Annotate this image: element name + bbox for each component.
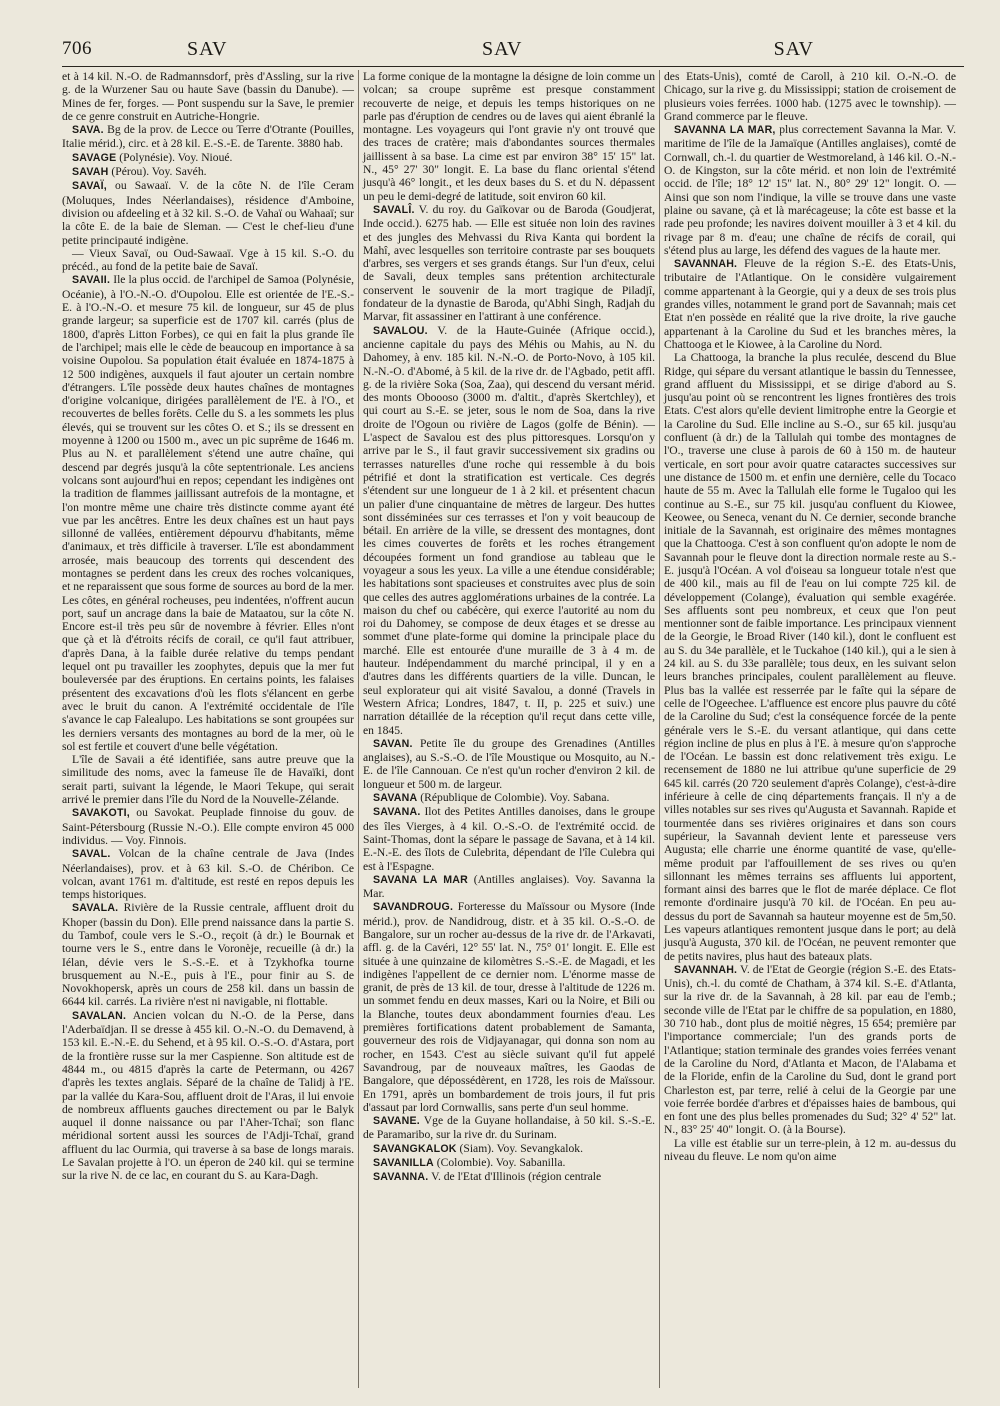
dictionary-entry bbox=[62, 165, 354, 179]
entry-headword: SAVANNA. bbox=[373, 1171, 429, 1184]
entry-text: (Pérou). Voy. Savéh. bbox=[111, 165, 207, 179]
entry-text: Ile la plus occid. de l'archipel de Samoa (Polynésie, Océanie), à l'O.-N.-O. d'Oupolou. Elle est orientée de l'E.-S.-E. à l'O.-N.-O. et mesure 75 kil. de longueur, sur 45 de plus grande largeur; sa superficie est de 1707 kil. carrés (plus de 1800, d'après Litton Forbes), ce qui en fait la plus grande île de l'archipel; mais elle le cède de beaucoup en importance à sa voisine Oupolou. Sa population était évaluée en 1874-1875 à 12 500 indigènes, auxquels il faut ajouter un certain nombre d'étrangers. L'île possède deux hautes chaînes de montagnes d'origine volcanique, dirigées parallèlement de l'E. à l'O., et recouvertes de belles forêts. Celle du S. a les sommets les plus élevés, qui se trouvent sur les côtes O. et S.; ils se dressent en moyenne à 1200 ou 1500 m., avec un pic suprême de 1646 m. Plus au N. et parallèlement s'étend une autre chaîne, qui descend par degrés jusqu'à la côte septentrionale. Les anciens volcans sont aujourd'hui en repos; cependant les indigènes ont la tradition de flammes jaillissant autrefois de la montagne, et l'on montre même une chaire très distincte comme ayant été vue par les ancêtres. Entre les deux chaînes est un haut pays sillonné de vallées, entièrement dépourvu d'habitants, même d'animaux, et très difficile à traverser. L'île est abondamment arrosée, mais beaucoup des torrents qui descendent des montagnes se perdent dans les creux des roches volcaniques, et ne reparaissent que sous forme de sources au bord de la mer. Les côtes, en général rocheuses, peu indentées, n'offrent aucun port, sauf un ancrage dans la baie de Mataatou, sur la côte N. Encore est-il très peu sûr de novembre à février. Elles n'ont que çà et là d'étroits récifs de corail, ce qu'il faut attribuer, d'après Dana, à la faible durée relative du temps pendant lequel ont pu travailler les zoophytes, depuis que la mer fut bouleversée par des éruptions. En certains points, les falaises présentent des excavations d'où les flots s'élancent en gerbe avec le bruit du canon. A l'extrémité occidentale de l'île s'avance le cap Falealupo. Les habitations se sont groupées sur les derniers versants des montagnes au bord de la mer, où le sol est fertile et couvert d'une belle végétation. bbox=[62, 273, 354, 753]
entry-headword: SAVAL. bbox=[72, 848, 111, 861]
entry-text: (Antilles anglaises). Voy. Savanna la Mar. bbox=[363, 872, 655, 901]
entry-headword: SAVANA. bbox=[373, 806, 421, 819]
entry-text: Forteresse du Maïssour ou Mysore (Inde mérid.), prov. de Nandidroug, distr. et à 35 kil. O.-S.-O. de Bangalore, sur un rocher au-dessus de la rive dr. de l'Arkavati, affl. g. de la Cavéri, 12° 55' lat. N., 75° 01' longit. E. Elle est située à une quinzaine de kilomètres S.-S.-E. de Magadi, et les indigènes l'appellent de ce dernier nom. L'énorme masse de granit, de près de 13 kil. de tour, dresse à l'altitude de 1226 m. un sommet fendu en deux masses, Kari ou la Noire, et Bili ou la Blanche, toutes deux abondamment fournies d'eau. Les premières fortifications datent probablement de Samanta, gouverneur des rois de Vidjayanagar, qui donna son nom au rocher, en 1543. C'est au siècle suivant qu'il fut appelé Savandroug, par de nouveaux maîtres, les Gaodas de Bangalore, que dépossédèrent, en 1728, les rois de Maïssour. En 1791, après un bombardement de trois jours, il fut pris d'assaut par lord Cornwallis, sans perte d'un seul homme. bbox=[363, 900, 655, 1114]
dictionary-entry bbox=[62, 179, 354, 246]
entry-text: La ville est établie sur un terre-plein, à 12 m. au-dessus du niveau du fleuve. Le nom qu'on aime bbox=[664, 1136, 956, 1164]
entry-headword: SAVANILLA bbox=[373, 1157, 434, 1170]
entry-headword: SAVALA. bbox=[72, 902, 119, 915]
dictionary-entry bbox=[62, 70, 354, 123]
dictionary-entry bbox=[62, 1009, 354, 1183]
dictionary-entry bbox=[62, 247, 354, 274]
entry-headword: SAVAII. bbox=[72, 274, 111, 287]
entry-text: ou Sawaaï. V. de la côte N. de l'île Ceram (Moluques, Indes Néerlandaises), résidence d'Amboine, division ou afdeeling et à 32 kil. S.-O. de Vahaï ou Wahaaï; sur la côte E. de la baie de Sleman. — C'est le chef-lieu d'une petite principauté indigène. bbox=[62, 179, 354, 247]
entry-text: ou Savokat. Peuplade finnoise du gouv. de Saint-Pétersbourg (Russie N.-O.). Elle compte environ 45 000 individus. — Voy. Finnois. bbox=[62, 806, 354, 847]
dictionary-entry bbox=[664, 70, 956, 123]
dictionary-entry bbox=[664, 351, 956, 963]
column-middle bbox=[358, 70, 659, 1388]
dictionary-entry bbox=[363, 1142, 655, 1156]
dictionary-entry bbox=[62, 151, 354, 165]
entry-text: V. de la Haute-Guinée (Afrique occid.), ancienne capitale du pays des Méhis ou Mahis, au N. du Dahomey, à env. 185 kil. N.-N.-O. de Porto-Novo, à 105 kil. N.-N.-O. d'Abomé, à 5 kil. de la rive dr. de l'Agbado, petit affl. g. de la rivière Soka (Soa, Zaa), qui descend du versant mérid. des monts Oboooso (3000 m. d'altit., d'après Skertchley), et qui court au S.-E. se jeter, sous le nom de Soa, dans la rive droite de l'Ogoun ou rivière de Lagos (golfe de Bénin). — L'aspect de Savalou est des plus pittoresques. Lorsqu'on y arrive par le S., il faut gravir successivement six gradins ou terrasses naturelles d'une roche qui ressemble à du bois pétrifié et dont la stratification est verticale. Ces degrés s'étendent sur une longueur de 1 à 2 kil. et présentent chacun un palier d'une cinquantaine de mètres de largeur. Des huttes sont disséminées sur ces terrasses et l'on y voit beaucoup de bétail. En arrière de la ville, se dressent des montagnes, dont les cimes couvertes de forêts et les roches étrangement découpées forment un fond grandiose au tableau que le voyageur a sous les yeux. La ville a une étendue considérable; les habitations sont spacieuses et construites avec plus de soin que celles des autres agglomérations urbaines de la contrée. La maison du chef ou cabécère, qui exerce l'autorité au nom du roi du Dahomey, se compose de deux étages et se dresse au sommet d'une plate-forme qui domine la principale place du marché. Elle est entourée d'une muraille de 3 à 4 m. de hauteur. Indépendamment du marché principal, il y en a d'autres dans les différents quartiers de la ville. Duncan, le seul explorateur qui ait visité Savalou, a donné (Travels in Western Africa; Londres, 1847, t. II, p. 225 et suiv.) une narration détaillée de la réception qu'il reçut dans cette ville, en 1845. bbox=[363, 323, 655, 737]
page-header bbox=[62, 38, 964, 66]
entry-text: V. de l'Etat de Georgie (région S.-E. des Etats-Unis), ch.-l. du comté de Chatham, à 374 kil. S.-E. d'Atlanta, sur la rive dr. de la Savannah, à 28 kil. par eau de l'emb.; seconde ville de l'Etat par le chiffre de sa population, en 1880, 30 710 hab., dont plus de moitié nègres, 15 654; première par l'importance commerciale; l'un des grands ports de l'Atlantique; station terminale des grandes voies ferrées venant de la Caroline du Nord, d'Atlanta et Macon, de l'Alabama et de la Floride, enfin de la Caroline du Sud, dont le grand port Charleston est, par terre, relié à celui de la Georgie par une voie ferrée bordée d'arbres et d'épaisses haies de bambous, qui en font une des plus belles promenades du Sud; 32° 4' 52" lat. N., 83° 25' 40" longit. O. (à la Bourse). bbox=[664, 962, 956, 1137]
column-right bbox=[659, 70, 960, 1388]
dictionary-entry bbox=[363, 1156, 655, 1170]
dictionary-entry bbox=[363, 324, 655, 737]
dictionary-entry bbox=[62, 806, 354, 847]
entry-headword: SAVAGE bbox=[72, 151, 117, 164]
entry-text: (Colombie). Voy. Sabanilla. bbox=[436, 1156, 566, 1170]
entry-text: (Polynésie). Voy. Nioué. bbox=[119, 150, 233, 164]
entry-text: Rivière de la Russie centrale, affluent droit du Khoper (bassin du Don). Elle prend naissance dans la partie S. du Tambof, coule vers le S.-O., reçoit (à dr.) le Bournak et tourne vers le S., entre dans le Voronèje, recueille (à dr.) la Iélan, dévie vers le S.-S.-E. et à Tzykhofka tourne brusquement au N.-E., puis à l'E., pour finir au S. de Novokhopersk, après un cours de 258 kil. dans un bassin de 6644 kil. carrés. La rivière n'est ni navigable, ni flottable. bbox=[62, 901, 354, 1009]
entry-text: et à 14 kil. N.-O. de Radmannsdorf, près d'Assling, sur la rive g. de la Wurzener Sau ou haute Save (bassin du Danube). — Mines de fer, forges. — Pont suspendu sur la Save, le premier de ce genre construit en Autriche-Hongrie. bbox=[62, 70, 354, 123]
entry-headword: SAVANGKALOK bbox=[373, 1142, 457, 1155]
running-head-left: SAV bbox=[187, 38, 228, 60]
entry-text: Petite île du groupe des Grenadines (Antilles anglaises), au S.-S.-O. de l'île Moustique ou Mosquito, au N.-E. de l'île Cannouan. Ce n'est qu'un rocher d'environ 2 kil. de longueur et 500 m. de largeur. bbox=[363, 736, 655, 791]
entry-headword: SAVAKOTI, bbox=[72, 807, 130, 820]
dictionary-columns bbox=[62, 70, 964, 1388]
entry-headword: SAVA. bbox=[72, 124, 104, 137]
dictionary-entry bbox=[62, 753, 354, 806]
entry-headword: SAVALOU. bbox=[373, 324, 428, 337]
entry-headword: SAVANA bbox=[373, 792, 418, 805]
entry-text: L'île de Savaii a été identifiée, sans autre preuve que la similitude des noms, avec la fameuse île de Havaïki, dont serait parti, suivant la légende, le Maori Tekupe, qui serait arrivé le premier dans l'île du Nord de la Nouvelle-Zélande. bbox=[62, 753, 354, 807]
entry-text: Ancien volcan du N.-O. de la Perse, dans l'Aderbaïdjan. Il se dresse à 455 kil. O.-N.-O. du Demavend, à 153 kil. E.-N.-E. du Sehend, et à 95 kil. O.-S.-O. d'Astara, port de la frontière russe sur la mer Caspienne. Son altitude est de 4844 m., ou 4815 d'après la carte de Petermann, ou 4267 d'après les textes anglais. Séparé de la chaîne de Talidj à l'E. par la vallée du Kara-Sou, affluent droit de l'Aras, il lui envoie de nombreux affluents gauches directement ou par le Balyk auquel il donne naissance ou par l'Aher-Tchaï; son flanc méridional sortent aussi les sources de l'Adji-Tchaï, grand affluent du lac Ourmia, qui traverse à sa base de longs marais. Le Savalan projette à l'O. un éperon de 240 kil. qui se termine sur la rive N. de ce lac, en courant du S. au Kara-Dagh. bbox=[62, 1008, 354, 1183]
dictionary-entry bbox=[363, 70, 655, 203]
entry-headword: SAVAÏ, bbox=[72, 180, 107, 193]
entry-text: des Etats-Unis), comté de Caroll, à 210 kil. O.-N.-O. de Chicago, sur la rive g. du Mississippi; station de croisement de plusieurs voies ferrées. 1000 hab. (1275 avec le township). — Grand commerce par le fleuve. bbox=[664, 70, 956, 123]
dictionary-entry bbox=[363, 873, 655, 901]
entry-text: Bg de la prov. de Lecce ou Terre d'Otrante (Pouilles, Italie mérid.), circ. et à 28 kil. E.-S.-E. de Tarente. 3880 hab. bbox=[62, 123, 354, 151]
entry-text: Volcan de la chaîne centrale de Java (Indes Néerlandaises), prov. et à 63 kil. S.-O. de Chéribon. Ce volcan, avant 1761 m. d'altitude, est resté en repos depuis les temps historiques. bbox=[62, 847, 354, 902]
entry-text: Fleuve de la région S.-E. des Etats-Unis, tributaire de l'Atlantique. On le considère vulgairement comme appartenant à la Georgie, qui y a deux de ses trois plus grandes villes, notamment le grand port de Savannah; mais cet Etat n'en possède en réalité que la rive droite, la rive gauche appartenant à la Caroline du Sud et les branches mères, la Chattooga et le Kiowee, à la Caroline du Nord. bbox=[664, 257, 957, 351]
dictionary-entry bbox=[664, 963, 956, 1137]
dictionary-entry bbox=[363, 1170, 655, 1184]
entry-text: Ilot des Petites Antilles danoises, dans le groupe des îles Vierges, à 4 kil. O.-S.-O. de l'extrémité occid. de Saint-Thomas, dont la sépare le passage de Savana, et à 14 kil. E.-N.-E. des îlots de Culebrita, dépendant de l'île Culebra qui est à l'Espagne. bbox=[363, 805, 656, 873]
entry-headword: SAVANDROUG. bbox=[373, 901, 454, 914]
entry-text: V. de l'Etat d'Illinois (région centrale bbox=[431, 1170, 602, 1184]
entry-headword: SAVALAN. bbox=[72, 1009, 127, 1022]
running-head-right: SAV bbox=[773, 38, 814, 60]
entry-text: (Siam). Voy. Sevangkalok. bbox=[459, 1141, 583, 1155]
column-left bbox=[62, 70, 358, 1388]
entry-headword: SAVAH bbox=[72, 166, 109, 179]
entry-headword: SAVANA LA MAR bbox=[373, 873, 468, 886]
entry-headword: SAVAN. bbox=[373, 737, 413, 750]
dictionary-entry bbox=[363, 900, 655, 1114]
dictionary-entry bbox=[664, 123, 956, 257]
entry-headword: SAVANE. bbox=[373, 1115, 420, 1128]
entry-text: La forme conique de la montagne la désigne de loin comme un volcan; sa croupe suprême est presque constamment recouverte de neige, et depuis les temps historiques on ne parle pas d'éruption de cendres ou de laves qui aient ébranlé la montagne. Les voyageurs qui l'ont gravie n'y ont trouvé que des traces de cratère; mais d'abondantes sources thermales jaillissent à sa base. La cime est par environ 38° 15' 15" lat. N., 45° 27' 30" longit. E. La base du flanc oriental s'étend jusqu'à 46° longit., et les deux bases du S. et du N. dépassent un peu le demi-degré de latitude, soit environ 60 kil. bbox=[363, 70, 656, 203]
entry-headword: SAVANNAH. bbox=[674, 963, 738, 976]
entry-headword: SAVALÎ. bbox=[373, 203, 415, 216]
entry-text: plus correctement Savanna la Mar. V. maritime de l'île de la Jamaïque (Antilles anglaises), comté de Cornwall, ch.-l. du quartier de Westmoreland, à 146 kil. O.-N.-O. de Kingston, sur la côte mérid. et non loin de l'extrémité occid. de l'île; 18° 12' 15" lat. N., 80° 29' 12" longit. O. — Ainsi que son nom l'indique, la ville se trouve dans une vaste plaine ou savane, çà et là marécageuse; la côte est basse et la rade peu profonde; les navires doivent mouiller à 3 et 4 kil. du rivage par 8 m. d'eau; une chaîne de récifs de corail, qui s'étend plus au large, les défend des vagues de la haute mer. bbox=[664, 123, 956, 257]
dictionary-entry bbox=[363, 805, 655, 872]
page-number: 706 bbox=[62, 38, 92, 59]
dictionary-entry bbox=[62, 273, 354, 753]
dictionary-entry bbox=[664, 257, 956, 351]
running-head-center: SAV bbox=[482, 38, 523, 60]
dictionary-entry bbox=[363, 791, 655, 805]
entry-text: — Vieux Savaï, ou Oud-Sawaaï. Vge à 15 kil. S.-O. du précéd., au fond de la petite baie de Savaï. bbox=[62, 246, 354, 274]
entry-headword: SAVANNAH. bbox=[674, 258, 738, 271]
entry-text: (République de Colombie). Voy. Sabana. bbox=[420, 791, 610, 805]
entry-text: V. du roy. du Gaïkovar ou de Baroda (Goudjerat, Inde occid.). 6275 hab. — Elle est située non loin des ravines et des jungles des Mehvassi du Riva Kanta qui bordent la Mahî, avec lesquelles son territoire contraste par ses bouquets d'arbres, ses vergers et ses grands étangs. Sur l'un d'eux, celui de Savali, deux temples sans prétention architecturale conservent le souvenir de la mort tragique de Piladjî, fondateur de la dynastie de Baroda, qu'Abhi Singh, Radjah du Marvar, fit assassiner en l'attirant à une conférence. bbox=[363, 202, 655, 324]
dictionary-entry bbox=[664, 1137, 956, 1164]
dictionary-entry bbox=[62, 123, 354, 151]
dictionary-entry bbox=[363, 203, 655, 324]
dictionary-entry bbox=[363, 1114, 655, 1142]
dictionary-entry bbox=[62, 901, 354, 1008]
entry-text: Vge de la Guyane hollandaise, à 50 kil. S.-S.-E. de Paramaribo, sur la rive dr. du Surinam. bbox=[363, 1114, 655, 1142]
dictionary-entry bbox=[62, 847, 354, 901]
entry-headword: SAVANNA LA MAR, bbox=[674, 124, 776, 137]
dictionary-entry bbox=[363, 737, 655, 791]
entry-text: La Chattooga, la branche la plus reculée, descend du Blue Ridge, qui sépare du versant atlantique le bassin du Tennessee, grand affluent du Mississippi, et se dirige d'abord au S. jusqu'au point où se rencontrent les lignes frontières des trois Etats. C'est alors qu'elle devient limitrophe entre la Georgie et la Caroline du Sud. Elle incline au S.-O., sur 65 kil. jusqu'au confluent (à dr.) de la Tallulah qui tombe des montagnes de l'O., traverse une cluse à parois de 60 à 150 m. de hauteur verticale, en sort pour avoir quatre cataractes successives sur une distance de 1500 m. et enfin une dernière, celle du Tocaco haute de 55 m. Avec la Tallulah elle forme le Tugaloo qui les continue au S.-E., sur 75 kil. jusqu'au confluent du Kiowee, Keowee, ou Seneca, venant du N. Ce dernier, seconde branche initiale de la Savannah, est originaire des mêmes montagnes que la Chattooga. C'est à son confluent qu'on adopte le nom de Savannah pour le fleuve dont la direction normale reste au S.-E. jusqu'à l'Océan. A vol d'oiseau sa longueur totale n'est que de 400 kil., mais au fil de l'eau on lui compte 725 kil. de développement (Colange), évaluation qui semble exagérée. Ses affluents sont peu nombreux, et ceux que l'on peut mentionner sont de faible importance. Les principaux viennent de la Georgie, le Broad River (140 kil.), dont le confluent est au S. du 34e parallèle, et le Tuckahoe (140 kil.), qui a le sien à 24 kil. au S. du 33e parallèle; tous deux, en les suivant selon leurs branches principales, coulent parallèlement au fleuve. Plus bas la vallée est resserrée par le faîte qui la sépare de celle de l'Ogeechee. L'affluence est encore plus pauvre du côté de la Caroline du Sud; c'est la conséquence forcée de la pente générale vers le S.-E. du versant atlantique, qui dans cette région incline de plus en plus à l'E. à mesure qu'on s'approche de l'Océan. Le bassin est donc relativement très exigu. Le recensement de 1880 ne lui attribue qu'une superficie de 29 645 kil. carrés (20 720 seulement d'après Colange), c'est-à-dire inférieure à celle de cinq départements français. Il n'y a de villes notables sur ses rives qu'Augusta et Savannah. Rapide et tourmentée dans ses rivières originaires et dans son cours supérieur, la Savannah devient lente et paresseuse vers Augusta; elle charrie une énorme quantité de vase, qu'elle-même produit par l'affouillement de ses rives ou qu'en sillonnant les mêmes terrains ses affluents lui apportent, formant ainsi des barres que le flot de marée déplace. Ce flot remonte d'ordinaire jusqu'à 70 kil. de l'Océan. En peu au-dessus du port de Savannah sa hauteur moyenne est de 5m,50. Les vapeurs atlantiques remontent jusque dans le port; au delà jusqu'à Augusta, 370 kil. de l'Océan, ne peuvent remonter que de petits navires, plus haut des bateaux plats. bbox=[664, 351, 956, 963]
header-rule bbox=[62, 66, 964, 67]
